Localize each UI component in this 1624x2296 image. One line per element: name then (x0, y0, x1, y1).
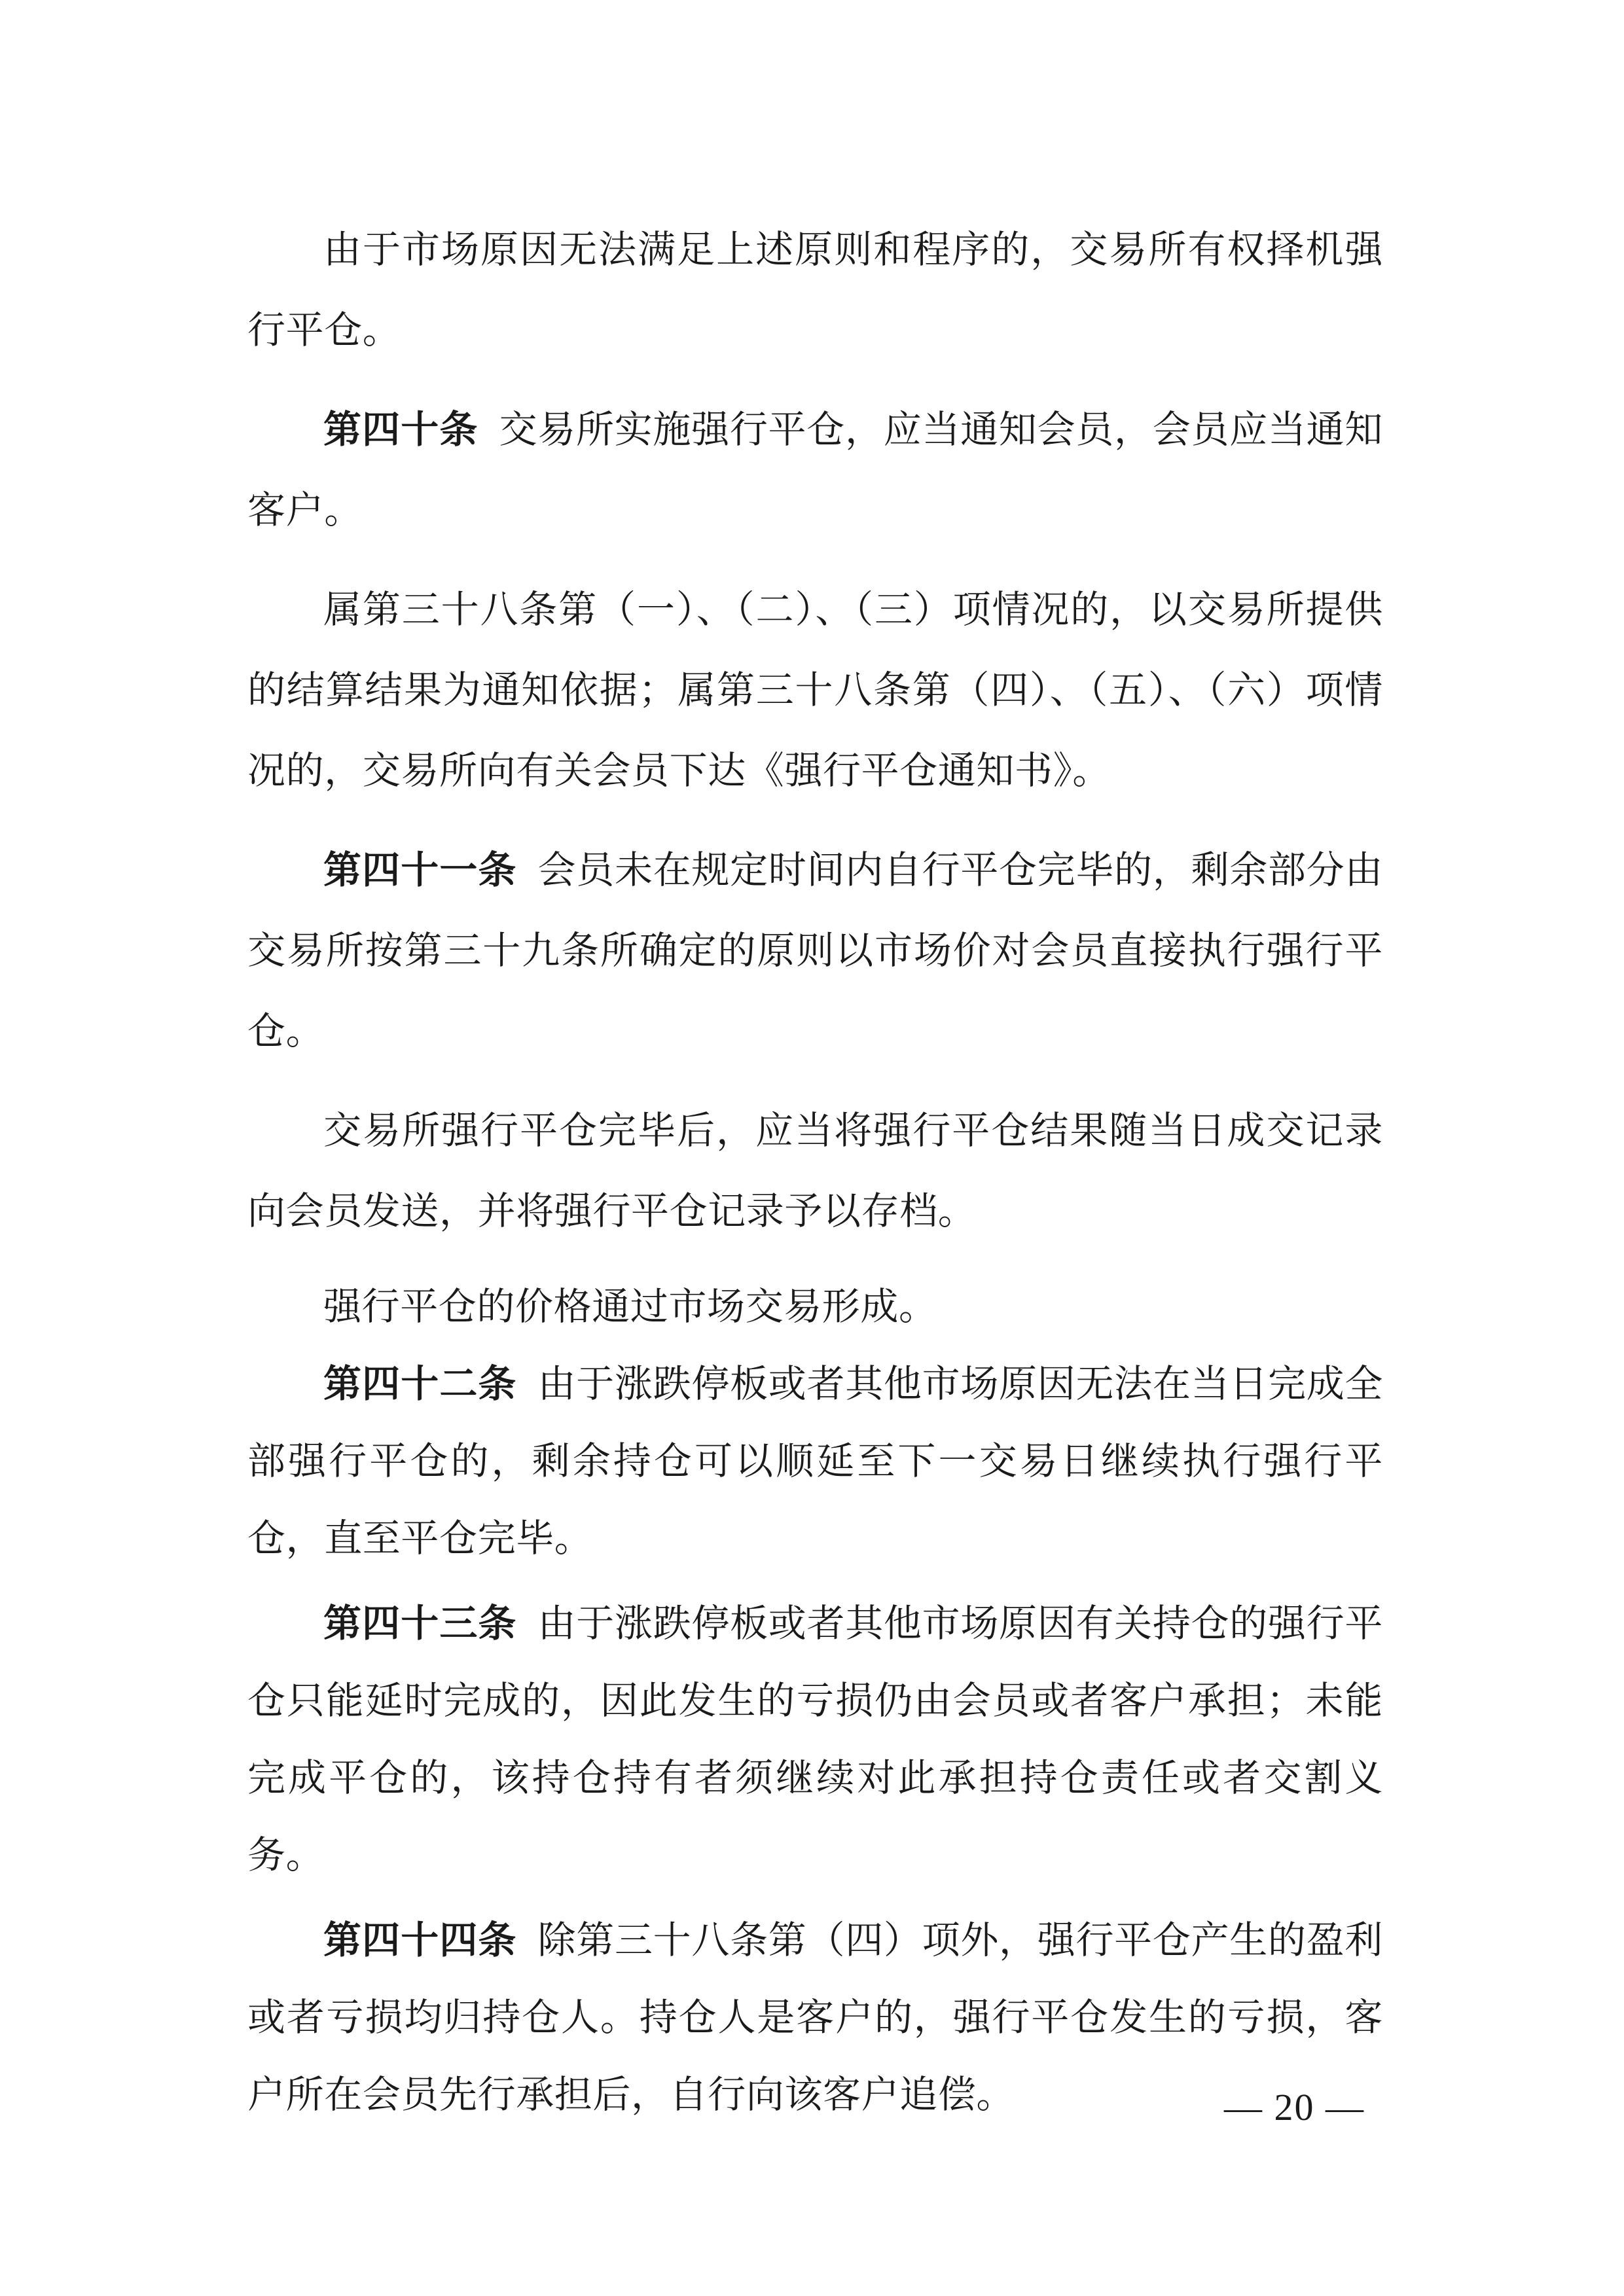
paragraph (247, 569, 1383, 811)
article-heading: 第四十四条 (323, 1918, 517, 1962)
article-heading: 第四十三条 (323, 1601, 517, 1645)
paragraph-text: 由于涨跌停板或者其他市场原因有关持仓的强行平仓只能延时完成的，因此发生的亏损仍由会员或者客户承担；未能完成平仓的，该持仓持有者须继续对此承担持仓责任或者交割义务。 (247, 1601, 1383, 1877)
paragraph-text: 强行平仓的价格通过市场交易形成。 (323, 1284, 937, 1329)
paragraph-text: 交易所强行平仓完毕后，应当将强行平仓结果随当日成交记录向会员发送，并将强行平仓记录予以存档。 (247, 1108, 1383, 1233)
paragraph-text: 由于市场原因无法满足上述原则和程序的，交易所有权择机强行平仓。 (247, 227, 1383, 352)
paragraph-text: 交易所实施强行平仓，应当通知会员，会员应当通知客户。 (247, 407, 1383, 532)
article-heading: 第四十二条 (323, 1361, 517, 1406)
article-paragraph (247, 389, 1383, 550)
article-heading: 第四十一条 (323, 848, 517, 892)
paragraph-text: 除第三十八条第（四）项外，强行平仓产生的盈利或者亏损均归持仓人。持仓人是客户的，强行平仓发生的亏损，客户所在会员先行承担后，自行向该客户追偿。 (247, 1918, 1383, 2117)
document-body (247, 209, 1383, 2133)
paragraph (247, 1268, 1383, 1345)
article-paragraph (247, 1585, 1383, 1893)
paragraph-text: 由于涨跌停板或者其他市场原因无法在当日完成全部强行平仓的，剩余持仓可以顺延至下一交易日继续执行强行平仓，直至平仓完毕。 (247, 1361, 1383, 1560)
article-paragraph (247, 1345, 1383, 1577)
paragraph (247, 209, 1383, 370)
paragraph (247, 1090, 1383, 1251)
page-number: — 20 — (1224, 2086, 1365, 2128)
article-paragraph (247, 1901, 1383, 2133)
paragraph-text: 会员未在规定时间内自行平仓完毕的，剩余部分由交易所按第三十九条所确定的原则以市场价对会员直接执行强行平仓。 (247, 848, 1383, 1053)
article-heading: 第四十条 (323, 407, 478, 452)
paragraph-text: 属第三十八条第（一）、（二）、（三）项情况的，以交易所提供的结算结果为通知依据；属第三十八条第（四）、（五）、（六）项情况的，交易所向有关会员下达《强行平仓通知书》。 (247, 587, 1383, 793)
article-paragraph (247, 830, 1383, 1071)
